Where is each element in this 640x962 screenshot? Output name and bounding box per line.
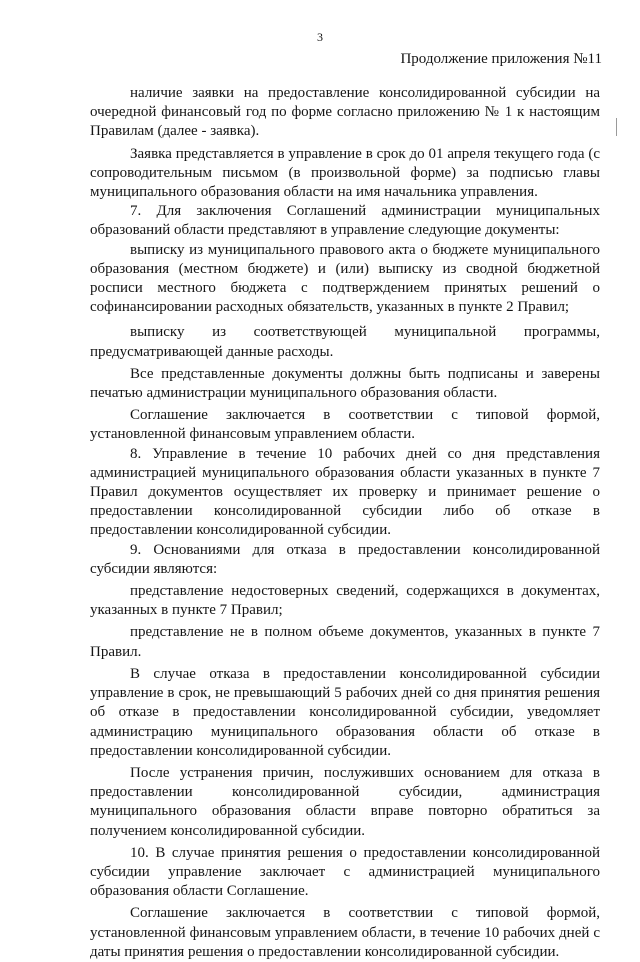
scan-artifact bbox=[616, 118, 617, 136]
document-body bbox=[90, 84, 600, 962]
paragraph-reapply: После устранения причин, послуживших основанием для отказа в предоставлении консолидированной субсидии, администрация муниципального образования области вправе повторно обратиться за получением консолидированной субсидии. bbox=[90, 764, 600, 839]
paragraph-incomplete-docs: представление не в полном объеме документов, указанных в пункте 7 Правил. bbox=[90, 624, 600, 660]
appendix-label: Продолжение приложения №11 bbox=[400, 51, 602, 67]
paragraph-item-10: 10. В случае принятия решения о предоставлении консолидированной субсидии управление заключает с администрацией муниципального образования области Соглашение. bbox=[90, 844, 600, 900]
paragraph-program-extract: выписку из соответствующей муниципальной программы, предусматривающей данные расходы. bbox=[90, 324, 600, 360]
paragraph-budget-extract: выписку из муниципального правового акта о бюджете муниципального образования (местном бюджете) и (или) выписку из сводной бюджетной росписи местного бюджета с подтверждением принятых решений о софинансировании расходных обязательств, указанных в пункте 2 Правил; bbox=[90, 241, 600, 316]
paragraph-application-deadline: Заявка представляется в управление в срок до 01 апреля текущего года (с сопроводительным письмом (в произвольной форме) за подписью главы муниципального образования области на имя начальника управления. bbox=[90, 145, 600, 201]
paragraph-refusal-notice: В случае отказа в предоставлении консолидированной субсидии управление в срок, не превышающий 5 рабочих дней со дня принятия решения об отказе в предоставлении консолидированной субсидии, уведомляет администрацию муниципального образования области об отказе в предоставлении консолидированной субсидии. bbox=[90, 665, 600, 759]
paragraph-item-7: 7. Для заключения Соглашений администрации муниципальных образований области представляют в управление следующие документы: bbox=[90, 203, 600, 239]
paragraph-false-info: представление недостоверных сведений, содержащихся в документах, указанных в пункте 7 Правил; bbox=[90, 583, 600, 619]
paragraph-item-9: 9. Основаниями для отказа в предоставлении консолидированной субсидии являются: bbox=[90, 541, 600, 577]
paragraph-agreement-form: Соглашение заключается в соответствии с типовой формой, установленной финансовым управлением области. bbox=[90, 407, 600, 443]
paragraph-application: наличие заявки на предоставление консолидированной субсидии на очередной финансовый год по форме согласно приложению № 1 к настоящим Правилам (далее - заявка). bbox=[90, 85, 600, 140]
paragraph-agreement-timing: Соглашение заключается в соответствии с типовой формой, установленной финансовым управлением области, в течение 10 рабочих дней с даты принятия решения о предоставлении консолидированной субсидии. bbox=[90, 905, 600, 960]
paragraph-signatures: Все представленные документы должны быть подписаны и заверены печатью администрации муниципального образования области. bbox=[90, 365, 600, 402]
paragraph-item-8: 8. Управление в течение 10 рабочих дней со дня представления администрацией муниципального образования области указанных в пункте 7 Правил документов осуществляет их проверку и принимает решение о предоставлении консолидированной субсидии либо об отказе в предоставлении консолидированной субсидии. bbox=[90, 445, 600, 539]
page-number: 3 bbox=[317, 30, 323, 44]
